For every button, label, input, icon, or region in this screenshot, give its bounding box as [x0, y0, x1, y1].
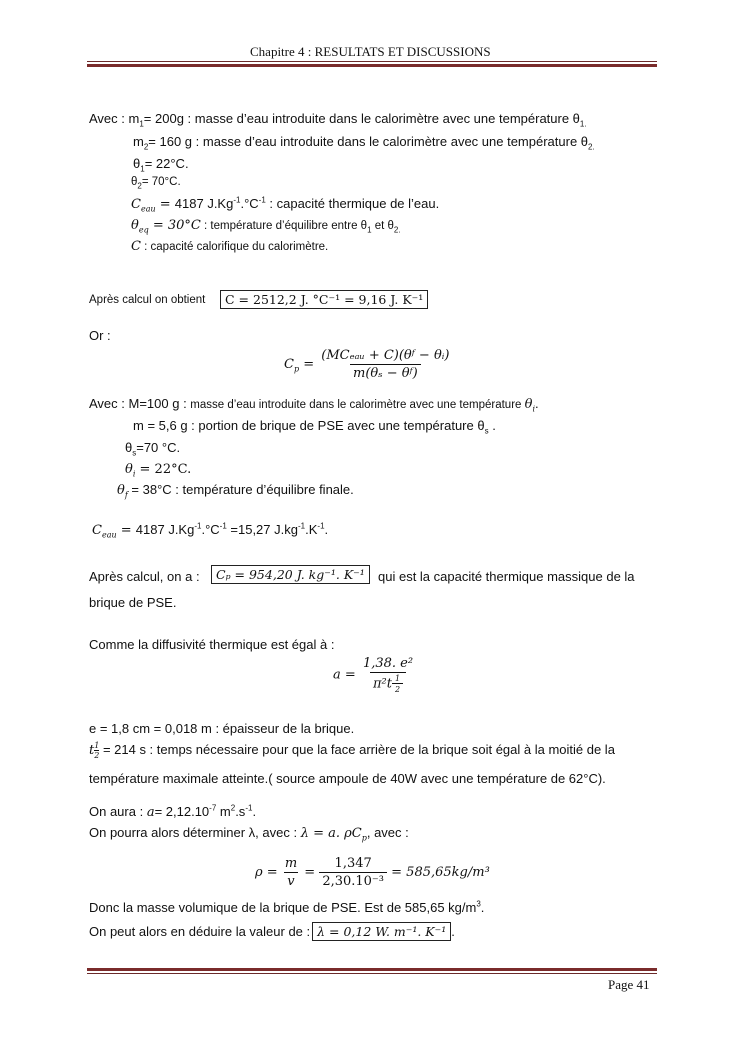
- line-ceau-def: $C_{eau} = 4187$ $J.Kg^{-1}.^\circ C^{-1}$ : capacité thermique de l’eau.: [131, 195, 440, 214]
- diffusivity-intro: Comme la diffusivité thermique est égal à :: [89, 637, 335, 652]
- cp-numerator: (MCₑₐᵤ + C)(θᶠ − θᵢ): [321, 348, 450, 363]
- line-t-half: t $\frac{1}{2}$ = 214 s : temps nécessaire pour que la face arrière de la brique soit égal à la moitié de la: [89, 741, 615, 760]
- line-c-def: C : capacité calorifique du calorimètre.: [131, 239, 329, 254]
- page-number: Page 41: [608, 977, 650, 992]
- line-temp-max: température maximale atteinte.( source ampoule de 40W avec une température de 62°C).: [89, 771, 606, 786]
- result2-post: qui est la capacité thermique massique de la: [378, 569, 635, 584]
- footer-rule-thin: [87, 973, 657, 974]
- line-lambda-formula: On pourra alors déterminer λ, avec : λ = a. $\rho C_p$, avec :: [89, 825, 409, 843]
- line-theta2: $\theta_2= 70^\circ C$.: [131, 176, 181, 191]
- line-M: Avec : M=100 g : masse d’eau introduite dans le calorimètre avec une température $\theta_i$.: [89, 396, 539, 414]
- header-title: Chapitre 4 : RESULTATS ET DISCUSSIONS: [250, 44, 491, 59]
- footer-rule-thick: [87, 968, 657, 971]
- line-a-value: On aura : $a= 2,12.10^{-7}$ $m^2.s^{-1}$.: [89, 803, 257, 820]
- result1-label: Après calcul on obtient: [89, 294, 206, 306]
- line-m-brick: m = 5,6 g : portion de brique de PSE avec une température $\theta_s$ .: [133, 418, 496, 436]
- line-m2: $m_2= 160$ g : masse d’eau introduite dans le calorimètre avec une température $\theta_{2.}$: [133, 134, 595, 152]
- line-m1: Avec : $m_1= 200g$ : masse d’eau introduite dans le calorimètre avec une température $\theta_{1.}$: [89, 111, 587, 129]
- header-rule-thick: [87, 64, 657, 67]
- result1-box: C = 2512,2 J. °C⁻¹ = 9,16 J. K⁻¹: [220, 290, 428, 309]
- line-thickness: e = 1,8 cm = 0,018 m : épaisseur de la brique.: [89, 721, 355, 736]
- result2-line2: brique de PSE.: [89, 595, 177, 610]
- rho-formula: ρ = $\frac{m}{v}$ = $\frac{1,347}{\text{2,30.10⁻³}}$ = 585,65kg/m³: [255, 856, 490, 889]
- header-rule-thin: [87, 61, 657, 62]
- cp-denominator: m(θₛ − θᶠ): [350, 364, 421, 381]
- line-theta-s: $\theta_s=70$ °C.: [125, 440, 181, 458]
- line-lambda-result: On peut alors en déduire la valeur de : λ = 0,12 W. m⁻¹. K⁻¹ .: [89, 924, 455, 939]
- or-label: Or :: [89, 328, 111, 343]
- result2-label: Après calcul, on a :: [89, 569, 200, 584]
- lambda-box: λ = 0,12 W. m⁻¹. K⁻¹: [312, 922, 451, 941]
- diffusivity-formula: a = 1,38. e² π²t $\frac{1}{2}$: [333, 656, 414, 694]
- result2-box: Cₚ = 954,20 J. kg⁻¹. K⁻¹: [211, 565, 370, 584]
- line-density: Donc la masse volumique de la brique de PSE. Est de 585,65 $kg/m^3$.: [89, 899, 485, 915]
- line-theta-i: $\theta_i = 22^\circ C$.: [125, 462, 192, 479]
- cp-formula: $C_p$ = $\frac{\text{(MCₑₐᵤ + C)(θᶠ − θᵢ)}}{\text{m(θₛ − θᶠ)}}$: [284, 348, 452, 381]
- line-ceau-value: $C_{eau} = 4187$ $J.Kg^{-1}.^\circ C^{-1} =15,27$ $J.kg^{-1}.K^{-1}$.: [92, 521, 329, 540]
- line-theta-f: $\theta_f = 38^\circ C$ : température d’équilibre finale.: [117, 482, 354, 500]
- line-theta1: $\theta_1= 22^\circ C$.: [133, 156, 189, 174]
- line-theta-eq: $\theta_{eq} = 30^\circ C$ : température d’équilibre entre $\theta_1$ et $\theta_{2.}$: [131, 218, 401, 235]
